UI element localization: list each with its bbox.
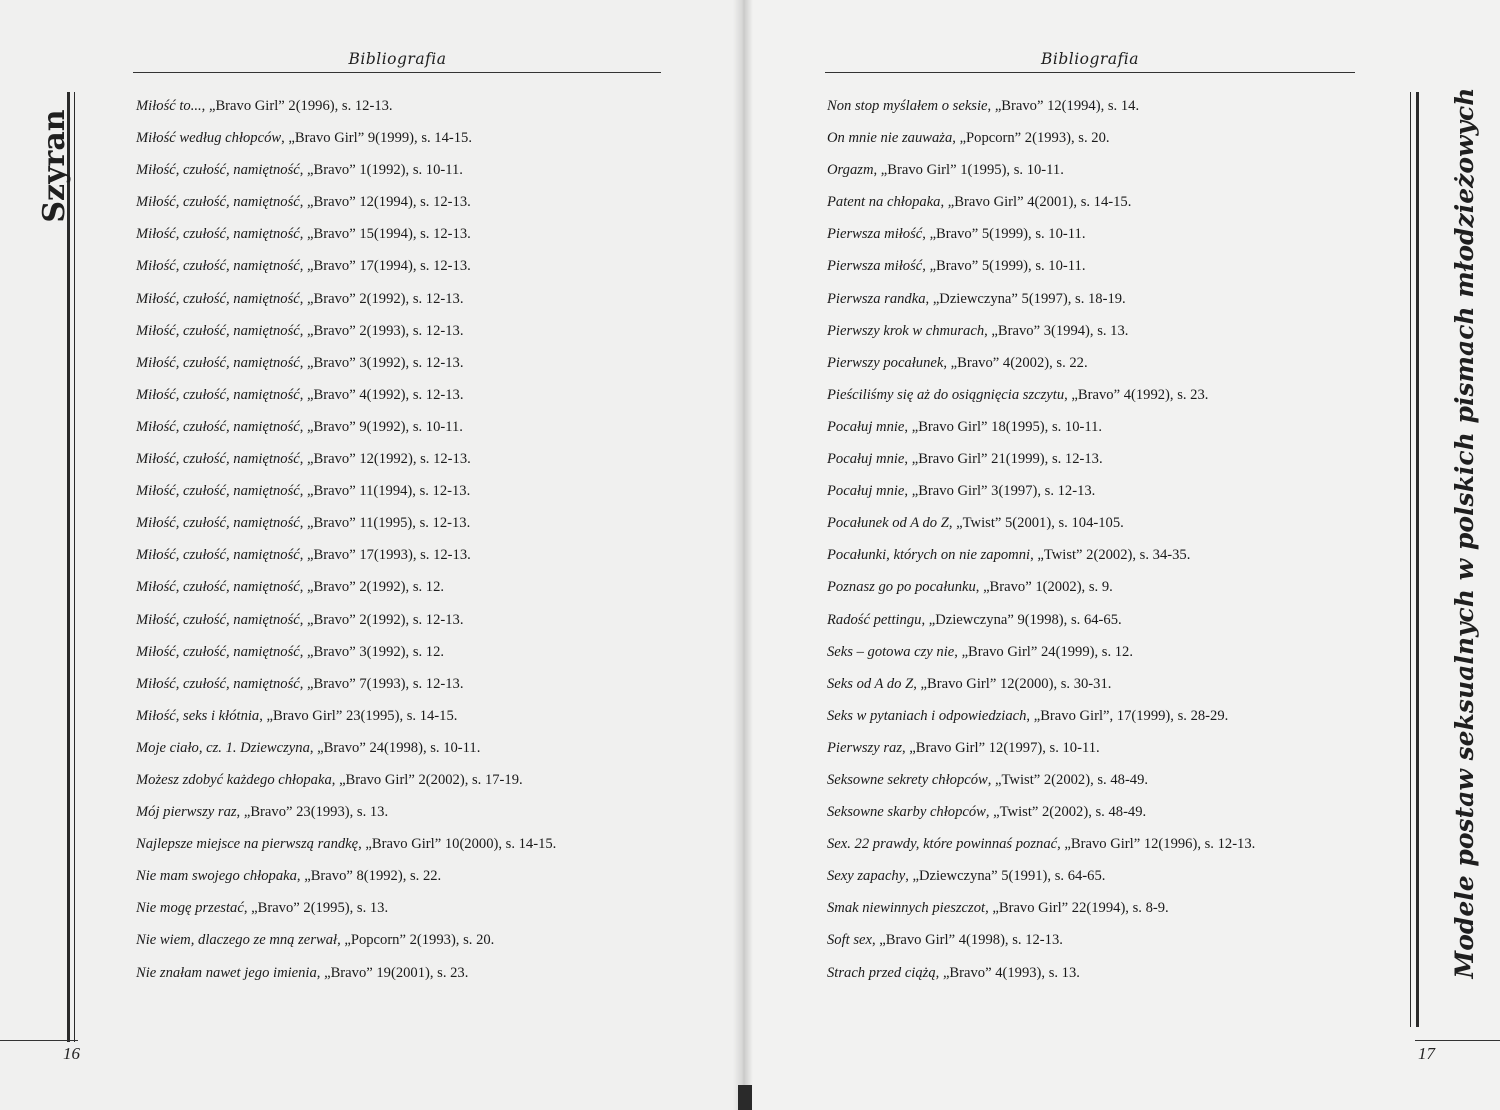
entry-title: Mój pierwszy raz (136, 804, 237, 821)
entry-source: , „Bravo Girl”, 17(1999), s. 28-29. (1026, 707, 1229, 724)
entry-title: Miłość, czułość, namiętność (136, 675, 300, 692)
entry-source: , „Bravo” 11(1994), s. 12-13. (299, 483, 471, 500)
entry-title: Moje ciało, cz. 1. Dziewczyna (136, 739, 310, 756)
bibliography-entry (136, 224, 696, 256)
left-side-title: Szyran (37, 109, 72, 223)
entry-title: Orgazm (827, 162, 874, 179)
bibliography-entry (827, 160, 1417, 192)
entry-title: Pocałuj mnie (827, 451, 905, 468)
bibliography-entry (827, 417, 1417, 449)
entry-source: , „Bravo” 12(1992), s. 12-13. (299, 451, 471, 468)
entry-source: , „Bravo Girl” 4(2001), s. 14-15. (940, 194, 1132, 211)
entry-source: , „Bravo Girl” 23(1995), s. 14-15. (259, 707, 458, 724)
entry-title: Poznasz go po pocałunku (827, 579, 976, 596)
bibliography-entry (136, 930, 696, 962)
entry-source: , „Bravo” 1(2002), s. 9. (975, 579, 1113, 596)
bibliography-entry (136, 545, 696, 577)
entry-title: Miłość, czułość, namiętność (136, 579, 300, 596)
entry-source: , „Dziewczyna” 5(1991), s. 64-65. (905, 868, 1106, 885)
right-folio-rule (1415, 1040, 1500, 1041)
entry-title: Miłość, czułość, namiętność (136, 547, 300, 564)
entry-source: , „Bravo” 4(2002), s. 22. (943, 354, 1088, 371)
entry-source: , „Bravo” 17(1994), s. 12-13. (299, 258, 471, 275)
entry-title: Miłość to... (136, 98, 202, 114)
entry-source: , „Bravo” 2(1993), s. 12-13. (299, 322, 464, 339)
entry-title: Pierwsza randka (827, 290, 926, 307)
bibliography-entry (136, 866, 696, 898)
bibliography-entry (827, 706, 1417, 738)
entry-title: Nie mogę przestać (136, 900, 244, 917)
entry-title: Patent na chłopaka (827, 194, 941, 211)
entry-title: Miłość, seks i kłótnia (136, 707, 260, 724)
bibliography-entry (827, 449, 1417, 481)
bibliography-entry (136, 834, 696, 866)
bibliography-entry (136, 289, 696, 321)
left-page (0, 0, 745, 1110)
entry-title: Nie mam swojego chłopaka (136, 868, 297, 885)
entry-source: , „Bravo” 1(1992), s. 10-11. (299, 162, 463, 179)
entry-title: On mnie nie zauważa (827, 130, 953, 147)
book-gutter (733, 0, 753, 1110)
bibliography-entry (827, 963, 1417, 995)
entry-source: , „Bravo Girl” 2(1996), s. 12-13. (201, 98, 393, 114)
bibliography-entry (136, 577, 696, 609)
entry-title: Nie znałam nawet jego imienia (136, 964, 317, 981)
left-side-bar-thin (74, 92, 75, 1042)
entry-source: , „Bravo” 4(1993), s. 13. (935, 964, 1080, 981)
entry-title: Seksowne skarby chłopców (827, 804, 986, 821)
bibliography-entry (136, 513, 696, 545)
entry-title: Miłość, czułość, namiętność (136, 226, 300, 243)
entry-source: , „Bravo” 19(2001), s. 23. (316, 964, 469, 981)
entry-source: , „Bravo” 12(1994), s. 12-13. (299, 194, 471, 211)
entry-source: , „Bravo” 8(1992), s. 22. (296, 868, 442, 885)
entry-source: , „Bravo” 15(1994), s. 12-13. (299, 226, 471, 243)
bibliography-entry (827, 738, 1417, 770)
entry-title: Pierwsza miłość (827, 226, 923, 243)
entry-source: , „Bravo Girl” 1(1995), s. 10-11. (873, 162, 1064, 179)
entry-title: Nie wiem, dlaczego ze mną zerwał (136, 932, 338, 949)
entry-title: Miłość, czułość, namiętność (136, 483, 300, 500)
entry-title: Pierwszy raz (827, 739, 902, 756)
entry-source: , „Bravo” 7(1993), s. 12-13. (299, 675, 464, 692)
entry-title: Miłość według chłopców (136, 130, 282, 147)
entry-title: Pierwszy pocałunek (827, 354, 944, 371)
entry-source: , „Bravo” 2(1992), s. 12. (299, 579, 445, 596)
entry-source: , „Bravo Girl” 10(2000), s. 14-15. (358, 836, 557, 853)
entry-source: , „Bravo Girl” 12(1997), s. 10-11. (902, 739, 1100, 756)
entry-source: , „Popcorn” 2(1993), s. 20. (952, 130, 1110, 147)
entry-title: Smak niewinnych pieszczot (827, 900, 986, 917)
entry-source: , „Bravo” 2(1992), s. 12-13. (299, 611, 464, 628)
bibliography-entry (136, 802, 696, 834)
entry-source: , „Twist” 5(2001), s. 104-105. (948, 515, 1124, 532)
entry-title: Soft sex (827, 932, 872, 949)
entry-title: Sex. 22 prawdy, które powinnaś poznać (827, 836, 1058, 853)
entry-source: , „Twist” 2(2002), s. 48-49. (987, 771, 1149, 788)
bibliography-entry (136, 321, 696, 353)
entry-title: Non stop myślałem o seksie (827, 98, 988, 114)
left-folio-rule (0, 1040, 78, 1041)
bibliography-entry (136, 770, 696, 802)
entry-source: , „Bravo” 17(1993), s. 12-13. (299, 547, 471, 564)
right-side-bar-thick (1416, 92, 1419, 1027)
bibliography-entry (136, 449, 696, 481)
bibliography-entry (136, 256, 696, 288)
entry-source: , „Dziewczyna” 9(1998), s. 64-65. (921, 611, 1122, 628)
bibliography-entry (827, 256, 1417, 288)
entry-title: Pierwsza miłość (827, 258, 923, 275)
entry-source: , „Twist” 2(2002), s. 48-49. (985, 804, 1147, 821)
bibliography-entry (827, 610, 1417, 642)
entry-title: Seks od A do Z (827, 675, 914, 692)
bibliography-entry (136, 128, 696, 160)
right-page-number: 17 (1418, 1044, 1435, 1063)
entry-title: Miłość, czułość, namiętność (136, 611, 300, 628)
bibliography-entry (136, 96, 696, 128)
bibliography-entry (827, 674, 1417, 706)
entry-source: , „Bravo” 3(1992), s. 12. (299, 643, 445, 660)
entry-title: Pieściliśmy się aż do osiągnięcia szczytu (827, 386, 1065, 403)
entry-source: , „Popcorn” 2(1993), s. 20. (337, 932, 495, 949)
entry-source: , „Bravo” 4(1992), s. 12-13. (299, 386, 464, 403)
entry-title: Miłość, czułość, namiętność (136, 290, 300, 307)
bibliography-entry (827, 96, 1417, 128)
bibliography-entry (136, 706, 696, 738)
entry-source: , „Bravo” 2(1992), s. 12-13. (299, 290, 464, 307)
bibliography-entry (136, 385, 696, 417)
entry-title: Seks w pytaniach i odpowiedziach (827, 707, 1027, 724)
entry-title: Seksowne sekrety chłopców (827, 771, 988, 788)
entry-title: Miłość, czułość, namiętność (136, 451, 300, 468)
entry-source: , „Bravo” 12(1994), s. 14. (987, 98, 1140, 114)
entry-title: Miłość, czułość, namiętność (136, 418, 300, 435)
left-bibliography-list (136, 96, 696, 995)
bibliography-entry (136, 674, 696, 706)
entry-source: , „Bravo Girl” 4(1998), s. 12-13. (872, 932, 1063, 949)
entry-source: , „Bravo” 2(1995), s. 13. (243, 900, 389, 917)
entry-source: , „Bravo” 11(1995), s. 12-13. (299, 515, 471, 532)
entry-title: Strach przed ciążą (827, 964, 936, 981)
entry-title: Sexy zapachy (827, 868, 906, 885)
bibliography-entry (136, 898, 696, 930)
bibliography-entry (827, 353, 1417, 385)
bibliography-entry (827, 642, 1417, 674)
bibliography-entry (827, 802, 1417, 834)
entry-title: Miłość, czułość, namiętność (136, 322, 300, 339)
bibliography-entry (136, 192, 696, 224)
entry-title: Pocałunek od A do Z (827, 515, 949, 532)
entry-source: , „Dziewczyna” 5(1997), s. 18-19. (925, 290, 1126, 307)
entry-title: Najlepsze miejsce na pierwszą randkę (136, 836, 359, 853)
bibliography-entry (136, 642, 696, 674)
entry-source: , „Bravo” 5(1999), s. 10-11. (922, 226, 1086, 243)
entry-source: , „Bravo Girl” 12(2000), s. 30-31. (913, 675, 1112, 692)
bibliography-entry (827, 289, 1417, 321)
bibliography-entry (827, 321, 1417, 353)
entry-title: Pocałuj mnie (827, 418, 905, 435)
entry-source: , „Bravo” 9(1992), s. 10-11. (299, 418, 463, 435)
entry-title: Pierwszy krok w chmurach (827, 322, 985, 339)
bibliography-entry (136, 963, 696, 995)
entry-title: Pocałunki, których on nie zapomni (827, 547, 1031, 564)
entry-source: , „Twist” 2(2002), s. 34-35. (1030, 547, 1191, 564)
bibliography-entry (136, 610, 696, 642)
bibliography-entry (136, 160, 696, 192)
entry-source: , „Bravo” 5(1999), s. 10-11. (922, 258, 1086, 275)
entry-title: Miłość, czułość, namiętność (136, 386, 300, 403)
right-side-bar-thin (1410, 92, 1411, 1027)
bibliography-entry (827, 481, 1417, 513)
entry-source: , „Bravo Girl” 3(1997), s. 12-13. (904, 483, 1096, 500)
entry-source: , „Bravo Girl” 12(1996), s. 12-13. (1057, 836, 1256, 853)
bibliography-entry (827, 770, 1417, 802)
gutter-shadow (738, 1085, 752, 1110)
left-header-rule (133, 72, 661, 73)
right-running-head: Bibliografia (1040, 50, 1140, 68)
entry-source: , „Bravo Girl” 18(1995), s. 10-11. (904, 418, 1103, 435)
entry-title: Seks – gotowa czy nie (827, 643, 955, 660)
entry-source: , „Bravo Girl” 2(2002), s. 17-19. (331, 771, 523, 788)
entry-title: Możesz zdobyć każdego chłopaka (136, 771, 332, 788)
entry-source: , „Bravo” 3(1994), s. 13. (984, 322, 1129, 339)
right-side-title: Modele postaw seksualnych w polskich pismach młodzieżowych (1450, 87, 1479, 979)
entry-title: Miłość, czułość, namiętność (136, 258, 300, 275)
bibliography-entry (136, 353, 696, 385)
right-bibliography-list (827, 96, 1417, 995)
bibliography-entry (827, 545, 1417, 577)
entry-source: , „Bravo” 23(1993), s. 13. (236, 804, 389, 821)
bibliography-entry (827, 224, 1417, 256)
entry-title: Miłość, czułość, namiętność (136, 162, 300, 179)
entry-source: , „Bravo Girl” 22(1994), s. 8-9. (985, 900, 1169, 917)
bibliography-entry (827, 834, 1417, 866)
right-header-rule (825, 72, 1355, 73)
bibliography-entry (827, 192, 1417, 224)
bibliography-entry (827, 577, 1417, 609)
entry-title: Miłość, czułość, namiętność (136, 643, 300, 660)
entry-title: Radość pettingu (827, 611, 922, 628)
bibliography-entry (136, 738, 696, 770)
entry-source: , „Bravo” 24(1998), s. 10-11. (309, 739, 481, 756)
left-running-head: Bibliografia (348, 50, 447, 68)
bibliography-entry (827, 930, 1417, 962)
entry-title: Miłość, czułość, namiętność (136, 354, 300, 371)
entry-source: , „Bravo” 3(1992), s. 12-13. (299, 354, 464, 371)
left-page-number: 16 (63, 1044, 80, 1063)
entry-source: , „Bravo Girl” 24(1999), s. 12. (954, 643, 1134, 660)
bibliography-entry (136, 417, 696, 449)
entry-source: , „Bravo” 4(1992), s. 23. (1064, 386, 1209, 403)
entry-source: , „Bravo Girl” 21(1999), s. 12-13. (904, 451, 1103, 468)
entry-title: Miłość, czułość, namiętność (136, 515, 300, 532)
entry-source: , „Bravo Girl” 9(1999), s. 14-15. (281, 130, 473, 147)
right-page (745, 0, 1500, 1110)
bibliography-entry (136, 481, 696, 513)
bibliography-entry (827, 385, 1417, 417)
bibliography-entry (827, 866, 1417, 898)
entry-title: Miłość, czułość, namiętność (136, 194, 300, 211)
bibliography-entry (827, 128, 1417, 160)
bibliography-entry (827, 898, 1417, 930)
bibliography-entry (827, 513, 1417, 545)
entry-title: Pocałuj mnie (827, 483, 905, 500)
